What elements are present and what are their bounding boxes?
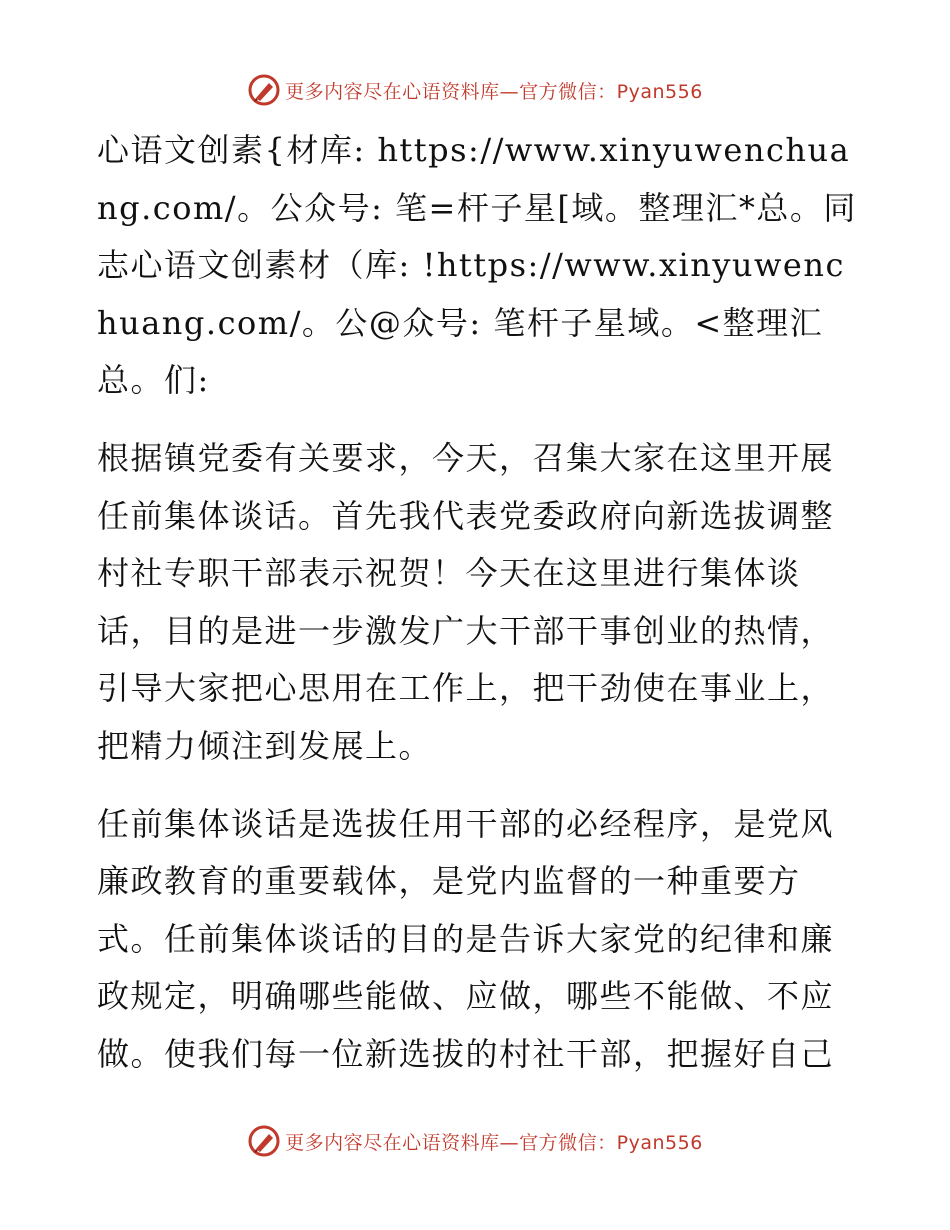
paragraph-2: 根据镇党委有关要求，今天，召集大家在这里开展任前集体谈话。首先我代表党委政府向新选拔调整村社专职干部表示祝贺！今天在这里进行集体谈话，目的是进一步激发广大干部干事创业的热情，引导大家把心思用在工作上，把干劲使在事业上，把精力倾注到发展上。 — [97, 438, 835, 765]
pen-logo-icon — [247, 73, 281, 107]
header-banner — [0, 70, 950, 110]
header-banner-text: 更多内容尽在心语资料库—官方微信：Pyan556 — [285, 80, 703, 103]
footer-banner-text: 更多内容尽在心语资料库—官方微信：Pyan556 — [285, 1131, 703, 1154]
pen-logo-icon — [247, 1124, 281, 1158]
document-body — [97, 122, 857, 1104]
paragraph-3: 任前集体谈话是选拔任用干部的必经程序，是党风廉政教育的重要载体，是党内监督的一种重要方式。任前集体谈话的目的是告诉大家党的纪律和廉政规定，明确哪些能做、应做，哪些不能做、不应做。使我们每一位新选拔的村社干部，把握好自己 — [97, 804, 835, 1073]
paragraph-1: 心语文创素{材库: https://www.xinyuwenchuang.com/。公众号: 笔=杆子星[域。整理汇*总。同志心语文创素材（库: !https://www.xinyuwenchuang.com/。公@众号: 笔杆子星域。<整理汇总。们: — [97, 131, 857, 400]
footer-banner — [0, 1121, 950, 1161]
